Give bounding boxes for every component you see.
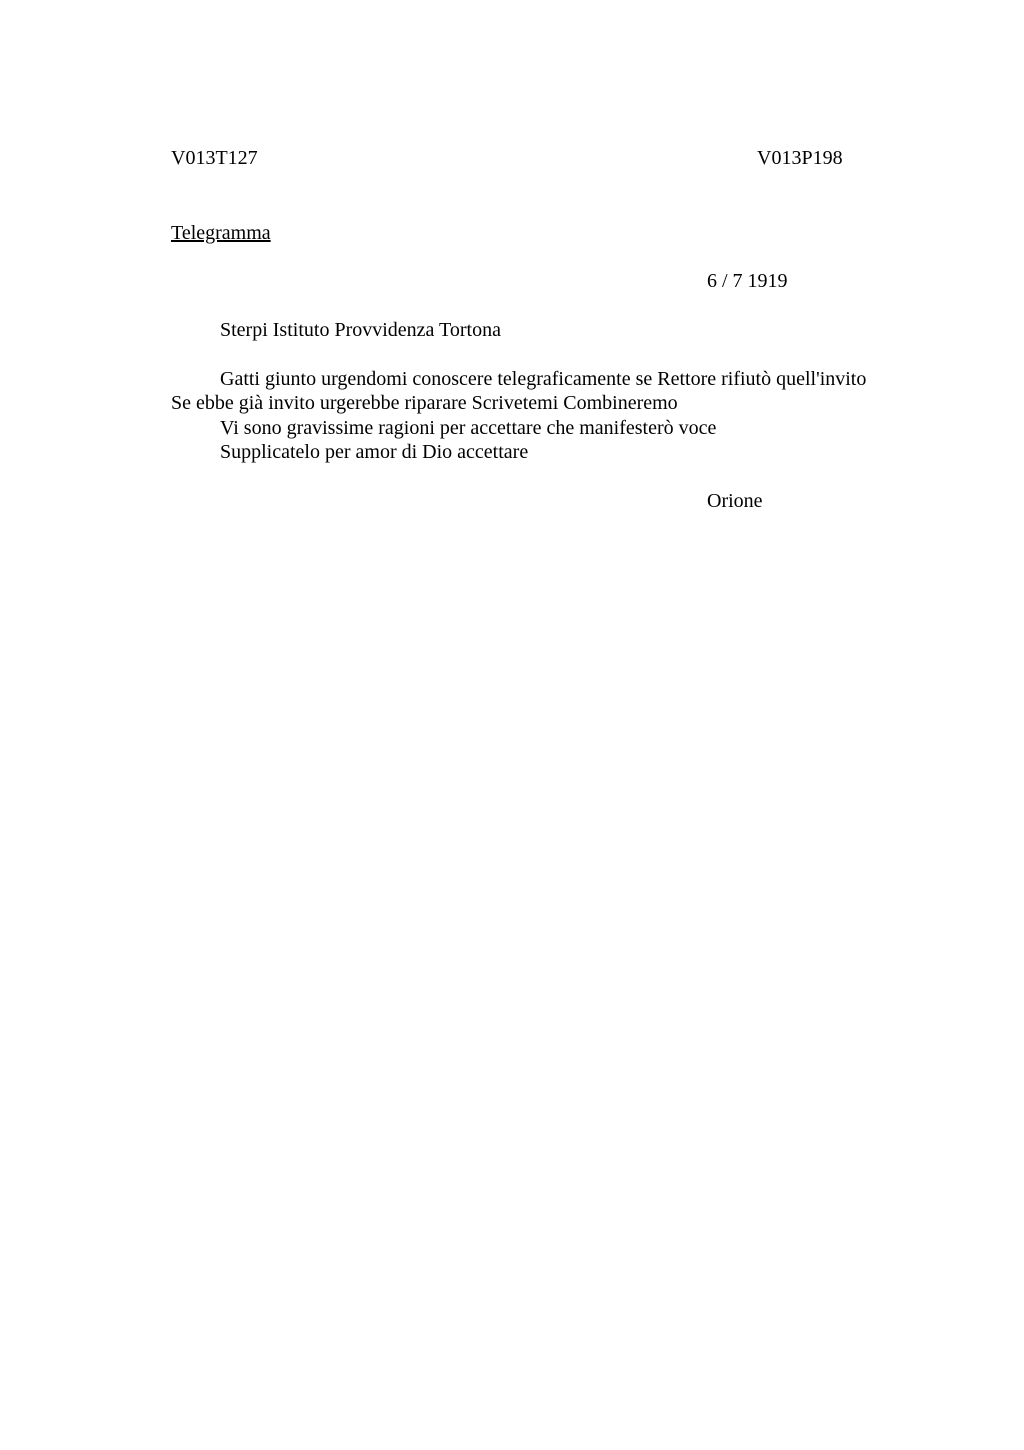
body-line-4: Supplicatelo per amor di Dio accettare bbox=[220, 441, 529, 463]
body-line-2: Se ebbe già invito urgerebbe riparare Scrivetemi Combineremo bbox=[171, 392, 678, 414]
document-ref-right: V013P198 bbox=[757, 147, 843, 169]
recipient-line: Sterpi Istituto Provvidenza Tortona bbox=[220, 319, 501, 341]
document-type-heading: Telegramma bbox=[171, 222, 271, 244]
signature: Orione bbox=[707, 490, 763, 512]
document-date: 6 / 7 1919 bbox=[707, 270, 788, 292]
document-ref-left: V013T127 bbox=[171, 147, 258, 169]
body-line-3: Vi sono gravissime ragioni per accettare che manifesterò voce bbox=[220, 417, 717, 439]
body-line-1: Gatti giunto urgendomi conoscere telegraficamente se Rettore rifiutò quell'invito bbox=[220, 368, 867, 390]
